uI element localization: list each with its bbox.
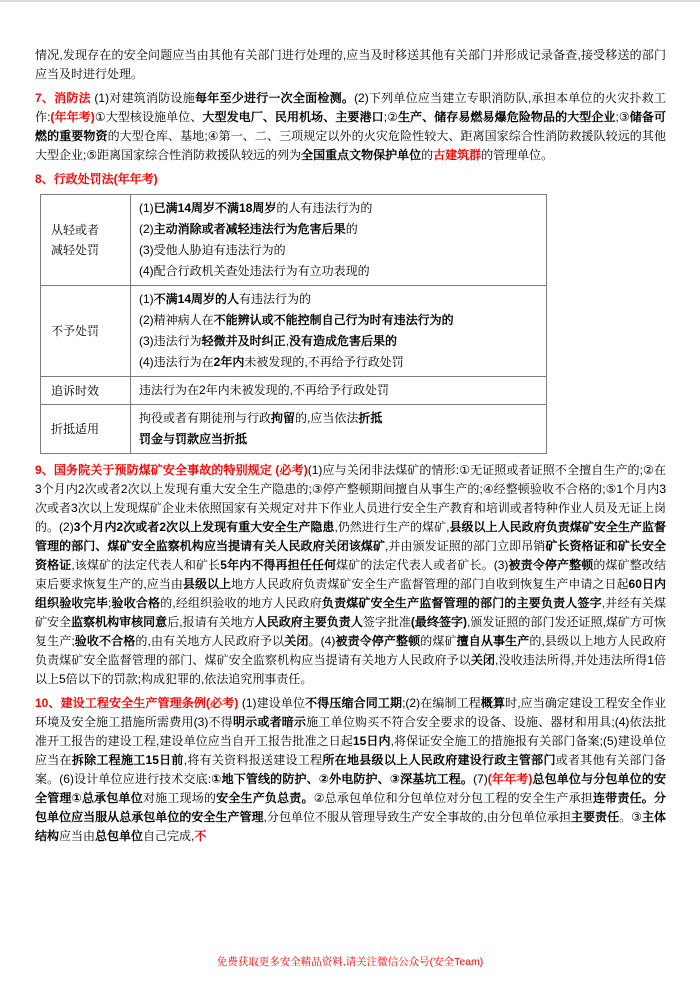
text-run: 对施工现场的 [142, 791, 217, 805]
text-run: 全国重点文物保护单位 [301, 148, 422, 162]
text-run: 的 [421, 148, 434, 162]
text-run: 或者其他有关部门备案。(6)设计单位应进行技术交底: [35, 753, 666, 786]
text-run: 60日内组织验收完毕 [35, 577, 666, 610]
text-run: (1)对建筑消防设施 [90, 91, 195, 105]
text-run: 明示或者暗示 [232, 715, 307, 729]
text-run: (7) [473, 772, 488, 786]
text-run: 分包单位应当服从总承包单位的安全生产管理 [35, 791, 666, 824]
text-run: ; [108, 596, 112, 610]
table-row-label: 从轻或者 减轻处罚 [41, 195, 131, 286]
text-run: ②总承包单位和分包单位对分包工程的安全生产承担 [313, 791, 593, 805]
text-run: 签字批准 [362, 615, 411, 629]
text-run: 9、国务院关于预防煤矿安全事故的特别规定 (必考) [35, 463, 308, 477]
text-run: 总包单位与分包单位的安全管理① [35, 772, 666, 805]
text-run: ;(2)在编制工程 [402, 696, 481, 710]
text-run: ,分包单位不服从管理导致生产安全事故的,由分包单位承担 [263, 810, 571, 824]
table-row-content [131, 286, 547, 377]
text-run: (1) [139, 292, 154, 306]
text-run: 有违法行为的 [239, 292, 312, 306]
text-run: 后,报请有关地方 [167, 615, 255, 629]
table-row-label: 不予处罚 [41, 286, 131, 377]
text-run: 不 [194, 829, 207, 843]
text-run: 验收合格 [111, 596, 161, 610]
table-cell-line [139, 380, 538, 401]
text-run: 的人有违法行为的 [276, 201, 373, 215]
section-admin-penalty-law-heading [35, 170, 666, 189]
text-run: 。(4) [308, 634, 336, 648]
text-run: 监察机构审核同意 [71, 615, 168, 629]
text-run: ,仍然进行生产的煤矿, [334, 520, 450, 534]
section-coal-mine-regulation [35, 461, 666, 689]
text-run: 轻微并及时纠正 [201, 334, 286, 348]
text-run: (4)配合行政机关查处违法行为有立功表现的 [139, 264, 370, 278]
text-run: 拆除工程施工15日前 [71, 753, 184, 767]
table-row-content [131, 405, 547, 454]
text-run: 总包单位 [95, 829, 144, 843]
text-run: 被责令停产整顿 [508, 558, 594, 572]
text-run: 大型发电厂、民用机场、主要港口 [202, 110, 384, 124]
text-run: 已满14周岁不满18周岁 [153, 201, 277, 215]
text-run: 被责令停产整顿 [335, 634, 421, 648]
text-run: 负责煤矿安全生产监督管理的部门的主要负责人签字 [321, 596, 602, 610]
text-run: 的 [345, 222, 358, 236]
text-run: (4)违法行为在 [139, 355, 214, 369]
table-cell-line [139, 198, 538, 219]
text-run: (3)违法行为 [139, 334, 202, 348]
text-run: ,该煤矿的法定代表人和矿长 [71, 558, 221, 572]
penalty-table-body [41, 195, 547, 454]
text-run: 关闭 [284, 634, 309, 648]
text-run: (最终签字) [410, 615, 467, 629]
text-run: 擅自从事生产 [456, 634, 530, 648]
text-run: 15日内 [352, 734, 391, 748]
text-run: 人民政府主要负责人 [254, 615, 363, 629]
table-cell-line [139, 219, 538, 240]
table-cell-line [139, 429, 538, 450]
text-run: 应当由 [59, 829, 96, 843]
text-run: 县级以上 [182, 577, 232, 591]
table-row-label: 折抵适用 [41, 405, 131, 454]
text-run: 情况,发现存在的安全问题应当由其他有关部门进行处理的,应当及时移送其他有关部门并形成记录备查,接受移送的部门应当及时进行处理。 [35, 48, 666, 81]
table-row-label: 追诉时效 [41, 377, 131, 405]
text-run: 储备可燃的重要物资 [35, 110, 666, 143]
text-run: 不得压缩合同工期 [305, 696, 403, 710]
text-run: (1)建设单位 [238, 696, 306, 710]
text-run: 的,由有关地方人民政府予以 [135, 634, 285, 648]
text-run: ,并由颁发证照的部门立即吊销 [385, 539, 546, 553]
text-run: 县级以上人民政府负责煤矿安全生产监督管理的部门、煤矿安全监察机构应当提请有关人民政府关闭该煤矿 [35, 520, 667, 553]
text-run: 3个月内2次或者2次以上发现有重大安全生产隐患 [73, 520, 335, 534]
table-cell-line [139, 261, 538, 282]
text-run: 的,应当依法 [295, 411, 359, 425]
table-cell-line [139, 408, 538, 429]
text-run: , [285, 334, 290, 348]
text-run: (年年考) [487, 772, 533, 786]
text-run: 10、建设工程安全生产管理条例(必考) [35, 696, 239, 710]
text-run: ,并经有关煤矿安全 [35, 596, 666, 629]
text-run: (2)下列单位应当建立专职消防队,承担本单位的火灾扑救工作: [35, 91, 666, 124]
text-run: 折抵 [358, 411, 383, 425]
text-run: 生产、储存易燃易爆危险物品的大型企业 [397, 110, 616, 124]
penalty-table [40, 194, 547, 454]
text-run: (年年考) [50, 110, 95, 124]
text-run: 不能辨认或不能控制自己行为时有违法行为的 [213, 313, 454, 327]
table-row-content [131, 195, 547, 286]
table-cell-line [139, 331, 538, 352]
text-run: 不满14周岁的人 [153, 292, 240, 306]
section-fire-protection-law [35, 89, 666, 165]
text-run: 关闭 [470, 653, 496, 667]
text-run: (1) [139, 201, 154, 215]
text-run: ,将有关资料报送建设工程 [183, 753, 323, 767]
text-run: 施工单位购买不符合安全要求的设备、设施、器材和用具;(4)依法批准开工报告的建设工程,建设单位应当自开工报告批准之日起 [35, 715, 666, 748]
text-run: 概算 [480, 696, 506, 710]
table-row [41, 286, 547, 377]
text-run: 安全生产负总责。 [216, 791, 314, 805]
table-row [41, 405, 547, 454]
text-run: 的,经组织验收的地方人民政府 [160, 596, 322, 610]
text-run: 地方人民政府负责煤矿安全生产监督管理的部门自收到恢复生产申请之日起 [231, 577, 629, 591]
text-run: 7、消防法 [35, 91, 91, 105]
text-run: 。③ [619, 810, 642, 824]
text-run: (2)精神病人在 [139, 313, 214, 327]
text-run: 违法行为在2年内未被发现的,不再给予行政处罚 [139, 383, 390, 397]
text-run: 罚金与罚款应当折抵 [139, 432, 248, 446]
text-run: 主体结构 [35, 810, 666, 843]
text-run: (1)应与关闭非法煤矿的情形:①无证照或者证照不全擅自生产的;②在3个月内2次或者2次以上发现有重大安全生产隐患的;③停产整顿期间擅自从事生产的;④经整顿验收不合格的;⑤1个月内3次或者3次以上发现煤矿企业未依照国家有关规定对井下作业人员进行安全生产教育和培训或者特种作业人员及无证上岗的。(2) [35, 463, 666, 534]
text-run: 没有造成危害后果的 [289, 334, 398, 348]
table-cell-line [139, 240, 538, 261]
page-footer: 免费获取更多安全精品资料,请关注微信公众号(安全Team) [216, 956, 484, 968]
text-run: 2年内 [213, 355, 245, 369]
table-row [41, 195, 547, 286]
text-run: ;③ [615, 110, 630, 124]
table-cell-line [139, 352, 538, 373]
text-run: (3)受他人胁迫有违法行为的 [139, 243, 286, 257]
text-run: 验收不合格 [74, 634, 136, 648]
text-run: 的管理单位。 [481, 148, 554, 162]
table-row-content [131, 377, 547, 405]
text-run: 古建筑群 [433, 148, 482, 162]
text-run: 拘留 [271, 411, 296, 425]
text-run: 的煤矿 [420, 634, 457, 648]
text-run: 主要责任 [571, 810, 620, 824]
text-run: 5年内不得再担任任何 [220, 558, 337, 572]
text-run: ①地下管线的防护、②外电防护、③深基坑工程。 [211, 772, 474, 786]
section-construction-regulation [35, 694, 666, 846]
text-run: ,颁发证照的部门发还证照,煤矿方可恢复生产; [35, 615, 666, 648]
text-run: 的煤矿整改结束后要求恢复生产的,应当由 [35, 558, 666, 591]
text-run: ,没收违法所得,并处违法所得1倍以上5倍以下的罚款;构成犯罪的,依法追究刑事责任。 [35, 653, 666, 686]
table-cell-line [139, 310, 538, 331]
table-cell-line [139, 289, 538, 310]
text-run: 总承包单位 [81, 791, 143, 805]
text-run: ;② [383, 110, 398, 124]
text-run: ①大型核设施单位、 [94, 110, 203, 124]
text-run: 主动消除或者减轻违法行为危害后果 [153, 222, 346, 236]
text-run: 8、行政处罚法(年年考) [35, 172, 158, 186]
text-run: 所在地县级以上人民政府建设行政主管部门 [322, 753, 556, 767]
text-run: 的,县级以上地方人民政府负责煤矿安全监督管理的部门、煤矿安全监察机构应当提请有关地方人民政府予以 [35, 634, 666, 667]
text-run: 连带责任。 [592, 791, 654, 805]
paragraph-continuation [35, 46, 666, 84]
text-run: ,将保证安全施工的措施报有关部门备案;(5)建设单位应当在 [35, 734, 666, 767]
text-run: 的大型仓库、基地;④第一、二、三项规定以外的火灾危险性较大、距离国家综合性消防救援队较远的其他大型企业;⑤距离国家综合性消防救援队较远的列为 [35, 129, 666, 162]
text-run: 未被发现的,不再给予行政处罚 [244, 355, 404, 369]
text-run: 自己完成, [143, 829, 195, 843]
text-run: 煤矿的法定代表人或者矿长。(3) [336, 558, 509, 572]
text-run: 拘役或者有期徒刑与行政 [139, 411, 272, 425]
text-run: (2) [139, 222, 154, 236]
table-row [41, 377, 547, 405]
text-run: 每年至少进行一次全面检测。 [194, 91, 355, 105]
text-run: 时,应当确定建设工程安全作业环境及安全施工措施所需费用(3)不得 [35, 696, 666, 729]
text-run: 矿长资格证和矿长安全资格证 [35, 539, 666, 572]
document-content [0, 2, 700, 846]
